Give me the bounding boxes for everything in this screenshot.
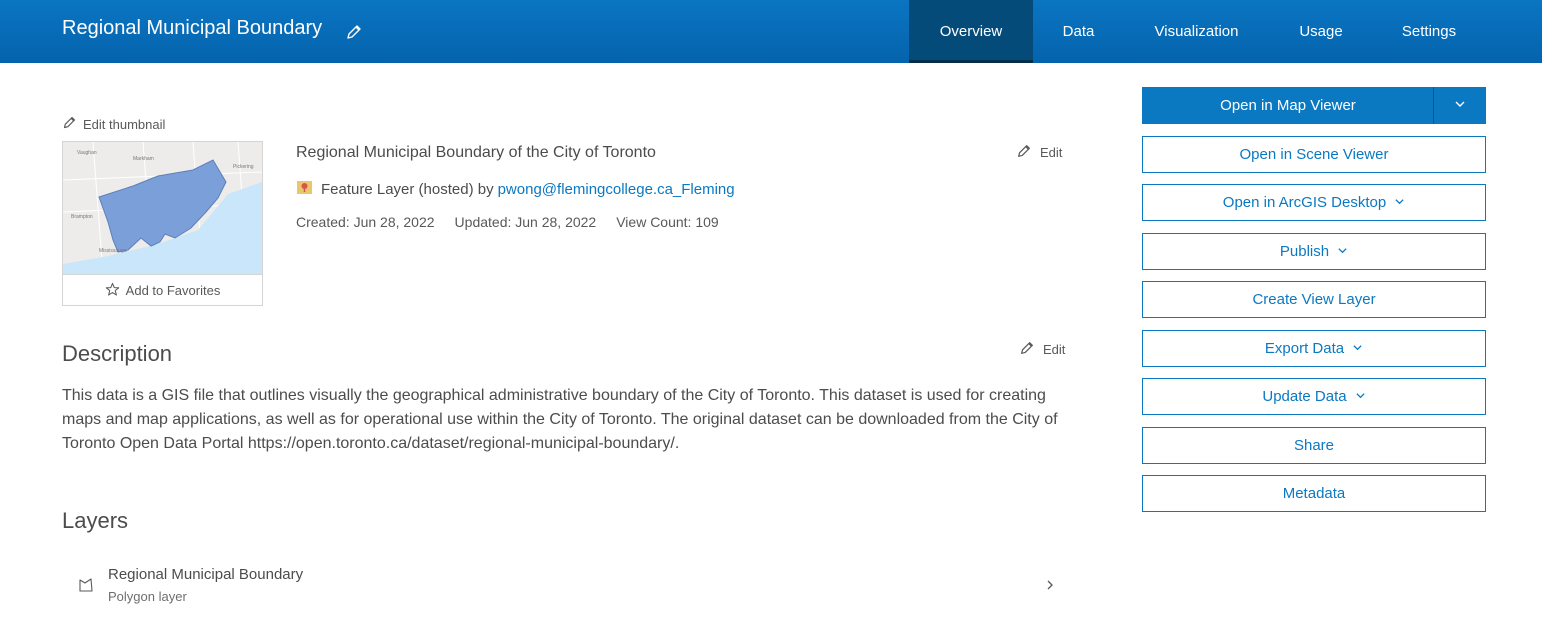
created-date: Created: Jun 28, 2022	[296, 214, 435, 230]
polygon-layer-icon	[78, 577, 94, 598]
update-data-label: Update Data	[1262, 388, 1347, 405]
open-scene-viewer-button[interactable]	[1142, 136, 1486, 173]
tab-data[interactable]: Data	[1062, 23, 1095, 40]
chevron-down-icon	[1454, 97, 1466, 115]
add-to-favorites-button[interactable]	[63, 274, 262, 306]
open-scene-viewer-label: Open in Scene Viewer	[1239, 146, 1389, 163]
chevron-down-icon	[1352, 340, 1363, 357]
map-label-5: Mississauga	[99, 248, 127, 254]
chevron-down-icon	[1337, 243, 1348, 260]
star-icon	[105, 282, 120, 300]
tab-usage[interactable]: Usage	[1299, 23, 1343, 40]
layer-name: Regional Municipal Boundary	[108, 566, 304, 583]
description-text: This data is a GIS file that outlines visually the geographical administrative boundary of the City of Toronto. This dataset is used for creating maps and map applications, as well as for operational use within the City of Toronto. The original dataset can be downloaded from the City of Toronto Open Data Portal https://open.toronto.ca/dataset/regional-municipal-boundary/.	[62, 387, 1058, 452]
tab-settings[interactable]: Settings	[1401, 23, 1457, 40]
publish-button[interactable]	[1142, 233, 1486, 270]
app-header	[0, 0, 1542, 63]
layer-type: Polygon layer	[108, 589, 187, 604]
share-label: Share	[1293, 437, 1335, 454]
create-view-layer-label: Create View Layer	[1252, 291, 1376, 308]
publish-label: Publish	[1279, 243, 1330, 260]
map-label-1: Vaughan	[77, 150, 97, 156]
chevron-down-icon	[1355, 388, 1366, 405]
open-arcgis-desktop-button[interactable]	[1142, 184, 1486, 221]
thumbnail-card	[62, 141, 263, 306]
export-data-label: Export Data	[1264, 340, 1345, 357]
open-map-viewer-label: Open in Map Viewer	[1220, 97, 1356, 114]
chevron-right-icon	[1044, 578, 1056, 596]
tab-visualization[interactable]: Visualization	[1154, 23, 1239, 40]
export-data-button[interactable]	[1142, 330, 1486, 367]
map-label-4: Brampton	[71, 214, 93, 220]
edit-thumbnail-link[interactable]	[62, 115, 165, 133]
item-summary: Regional Municipal Boundary of the City of Toronto	[296, 144, 656, 161]
view-count: View Count: 109	[616, 214, 719, 230]
map-label-3: Pickering	[233, 164, 254, 170]
pencil-icon	[1016, 143, 1032, 162]
edit-thumbnail-label: Edit thumbnail	[83, 116, 166, 132]
layer-row[interactable]	[62, 560, 1072, 610]
pencil-icon[interactable]	[345, 23, 363, 41]
edit-label: Edit	[1043, 342, 1066, 357]
updated-date: Updated: Jun 28, 2022	[454, 214, 597, 230]
layers-heading: Layers	[62, 508, 129, 533]
page-title: Regional Municipal Boundary	[62, 17, 323, 39]
top-nav	[909, 0, 1485, 63]
owner-link[interactable]: pwong@flemingcollege.ca_Fleming	[497, 181, 735, 198]
pencil-icon	[1019, 340, 1035, 359]
edit-summary-link[interactable]	[1016, 143, 1062, 162]
tab-overview[interactable]: Overview	[909, 0, 1033, 63]
open-map-viewer-button[interactable]	[1142, 87, 1434, 124]
create-view-layer-button[interactable]	[1142, 281, 1486, 318]
description-heading: Description	[62, 341, 173, 366]
chevron-down-icon	[1394, 194, 1405, 211]
favorites-label: Add to Favorites	[125, 283, 221, 298]
update-data-button[interactable]	[1142, 378, 1486, 415]
feature-layer-icon	[296, 179, 313, 200]
map-viewer-options-button[interactable]	[1434, 87, 1486, 124]
edit-description-link[interactable]	[1019, 340, 1065, 359]
thumbnail-map[interactable]	[63, 142, 262, 274]
pencil-icon	[62, 115, 77, 133]
share-button[interactable]	[1142, 427, 1486, 464]
item-type-line	[296, 179, 735, 200]
metadata-button[interactable]	[1142, 475, 1486, 512]
item-type-label: Feature Layer (hosted) by	[321, 181, 494, 198]
open-arcgis-desktop-label: Open in ArcGIS Desktop	[1222, 194, 1387, 211]
metadata-label: Metadata	[1282, 485, 1346, 502]
edit-label: Edit	[1040, 145, 1063, 160]
item-meta	[296, 214, 719, 230]
map-label-2: Markham	[133, 156, 154, 162]
